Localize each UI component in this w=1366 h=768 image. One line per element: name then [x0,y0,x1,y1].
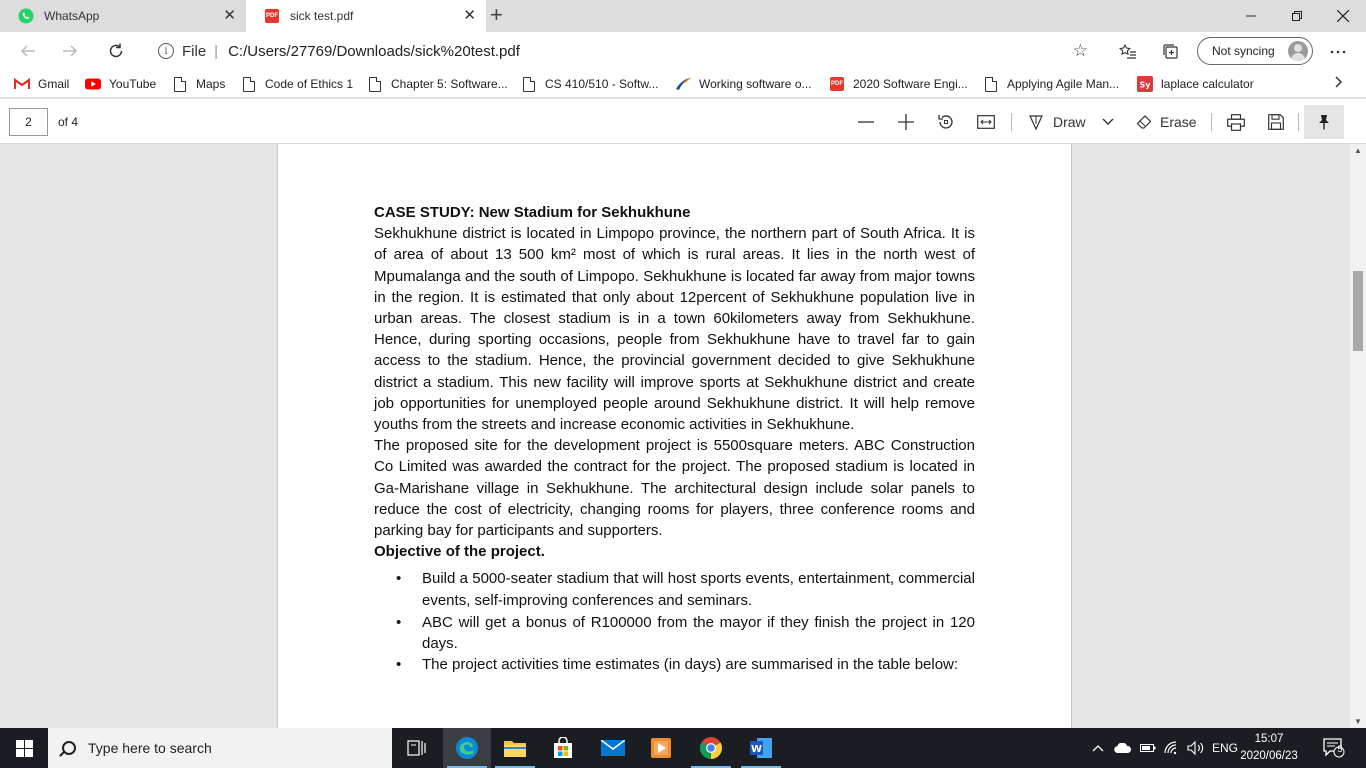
page-number-input[interactable]: 2 [9,108,48,136]
address-divider: | [214,42,219,60]
erase-button[interactable] [1136,111,1200,133]
show-hidden-icons-chevron[interactable] [1092,728,1104,768]
close-tab-icon[interactable]: ✕ [223,7,236,24]
url-text[interactable]: C:/Users/27769/Downloads/sick%20test.pdf [228,42,520,60]
task-view-button[interactable] [393,728,441,768]
pdf-icon: PDF [264,8,280,24]
favorite-maps[interactable] [172,75,225,93]
clock-time: 15:07 [1254,733,1284,745]
tab-title: sick test.pdf [290,9,354,23]
page-icon [172,76,188,92]
action-center-button[interactable] [1318,728,1350,768]
favorite-gmail[interactable] [14,75,69,93]
tab-whatsapp[interactable] [0,0,246,32]
svg-text:W: W [750,744,763,755]
favorite-label: CS 410/510 - Softw... [545,77,659,91]
toolbar-divider [1011,113,1012,131]
taskbar-word[interactable] [737,728,785,768]
erase-label: Erase [1160,114,1197,130]
taskbar-mail[interactable] [589,728,637,768]
back-button[interactable] [16,39,40,63]
eraser-icon [1136,114,1152,130]
collections-icon[interactable] [1160,41,1182,63]
favorite-label: 2020 Software Engi... [853,77,968,91]
back-arrow-icon [20,43,36,59]
favorite-youtube[interactable] [85,75,156,93]
word-icon [749,737,773,759]
list-item: • The project activities time estimates (in days) are summarised in the table below: [374,655,975,674]
avatar [1288,41,1308,61]
store-bag-icon [552,737,574,759]
pin-icon [1317,114,1331,130]
favorite-chapter-5[interactable] [367,75,508,93]
task-view-icon [407,740,427,756]
more-options-icon[interactable] [1327,41,1349,63]
mail-icon [601,740,625,756]
toolbar-divider [1298,113,1299,131]
favorite-2020-software-engineering[interactable] [829,75,968,93]
page-total-label: of 4 [58,115,79,129]
pin-toolbar-button[interactable] [1304,105,1344,139]
onedrive-icon[interactable] [1114,728,1132,768]
scroll-up-arrow-icon[interactable]: ▲ [1354,146,1362,155]
windows-taskbar [0,728,1366,768]
battery-icon[interactable] [1140,728,1156,768]
rotate-icon [937,113,955,131]
favorite-label: Gmail [38,77,70,91]
tab-sick-test-pdf[interactable] [246,0,486,32]
swoosh-icon [675,76,691,92]
list-item: • Build a 5000-seater stadium that will host sports events, entertainment, commercial events, self-improving conferences and seminars. [374,568,975,610]
browser-toolbar [0,32,1366,70]
favorite-label: YouTube [109,77,157,91]
search-icon [62,741,76,755]
profile-sync-button[interactable] [1197,37,1313,65]
whatsapp-icon [18,8,34,24]
favorite-label: Chapter 5: Software... [391,77,508,91]
taskbar-edge[interactable] [443,728,491,768]
windows-logo-icon [16,740,33,757]
notification-count-badge: 5 [1337,744,1343,754]
plus-icon [898,114,914,130]
favorite-label: Code of Ethics 1 [265,77,354,91]
draw-pen-icon [1028,114,1044,130]
youtube-icon [85,76,101,92]
minus-icon [858,121,874,123]
print-button[interactable] [1226,111,1246,133]
start-button[interactable] [0,728,48,768]
input-language-indicator[interactable]: ENG [1212,741,1239,755]
close-window-button[interactable] [1320,0,1366,32]
clock-date: 2020/06/23 [1240,750,1298,762]
paragraph-background: Sekhukhune district is located in Limpopo province, the northern part of South Africa. It is of area of about 13 500 km² most of which is rural areas. It lies in the north west of Mpumalanga and the south of Limpopo. Sekhukhune is located far away from major towns in the region. It is estimated that only about 12percent of Sekhukhune population live in urban areas. The closest stadium is in a town 60kilometers away from Sekhukhune. Hence, during sporting occasions, people from Sekhukhune have to travel far to gain access to the stadium. Hence, the provincial government decided to give Sekhukhune district a stadium. This new facility will improve sports at Sekhukhune district and create job opportunities for unemployed people around Sekhukhune district. It will help remove youths from the streets and increase economic activities in Sekhukhune. [374,225,975,434]
rotate-button[interactable] [936,111,956,133]
pdf-icon: PDF [829,76,845,92]
chevron-down-icon [1102,118,1114,126]
taskbar-file-explorer[interactable] [491,728,539,768]
vertical-scrollbar[interactable] [1350,144,1366,728]
favorites-bar [0,70,1366,98]
taskbar-chrome[interactable] [687,728,735,768]
paragraph-site: The proposed site for the development project is 5500square meters. ABC Construction Co Limited was awarded the contract for the project. The proposed stadium is located in Ga-Marishane village in Sekhukhune. The architectural design include solar panels to reduce the cost of electricity, changing rooms for players, three conference rooms and parking bay for participants and supporters. [374,437,975,540]
objective-list [374,568,975,674]
favorite-label: Working software o... [699,77,812,91]
wifi-icon[interactable] [1164,728,1180,768]
page-icon [367,76,383,92]
page-icon [521,76,537,92]
favorite-laplace-calculator[interactable] [1137,75,1254,93]
protocol-label: File [182,42,207,60]
volume-icon[interactable] [1187,728,1205,768]
favorites-icon[interactable] [1117,41,1139,63]
refresh-button[interactable] [104,39,128,63]
search-placeholder: Type here to search [88,740,212,756]
save-icon [1268,114,1284,130]
scrollbar-thumb[interactable] [1353,271,1363,351]
pdf-viewport[interactable] [0,144,1350,728]
taskbar-media-player[interactable] [637,728,685,768]
forward-button[interactable] [58,39,82,63]
page-icon [983,76,999,92]
close-tab-icon[interactable]: ✕ [463,7,476,24]
close-icon [1337,10,1349,22]
chevron-up-icon [1092,744,1104,752]
toolbar-divider [1211,113,1212,131]
pdf-page [277,144,1072,728]
favorite-applying-agile[interactable] [983,75,1119,93]
printer-icon [1227,114,1245,131]
fit-to-page-button[interactable] [976,111,996,133]
page-icon [241,76,257,92]
zoom-in-button[interactable] [896,111,916,133]
minimize-icon [1246,11,1256,21]
draw-button[interactable] [1028,111,1092,133]
edge-icon [455,736,479,760]
taskbar-store[interactable] [539,728,587,768]
symbolab-icon [1137,76,1153,92]
tab-strip [0,0,1366,32]
minimize-button[interactable] [1228,0,1274,32]
favorite-working-software[interactable] [675,75,812,93]
fit-page-icon [977,115,995,129]
favorite-label: laplace calculator [1161,77,1254,91]
favorite-label: Applying Agile Man... [1007,77,1120,91]
sync-status-label: Not syncing [1212,44,1275,58]
favorite-cs-410[interactable] [521,75,658,93]
media-player-icon [650,737,672,759]
favorite-label: Maps [196,77,226,91]
case-study-heading: CASE STUDY: New Stadium for Sekhukhune [374,204,691,221]
list-item: • ABC will get a bonus of R100000 from the mayor if they finish the project in 120 days. [374,612,975,654]
zoom-out-button[interactable] [856,111,876,133]
chrome-icon [699,736,723,760]
info-icon[interactable]: i [158,43,174,59]
draw-options-dropdown[interactable] [1100,111,1116,133]
favorite-code-of-ethics[interactable] [241,75,353,93]
restore-button[interactable] [1274,0,1320,32]
svg-text:Sy: Sy [1139,80,1151,90]
gmail-icon [14,76,30,92]
add-favorite-star-icon[interactable]: ☆ [1072,41,1088,60]
objective-heading: Objective of the project. [374,543,545,561]
restore-icon [1292,11,1302,21]
system-clock[interactable] [1236,731,1302,765]
forward-arrow-icon [62,43,78,59]
scroll-down-arrow-icon[interactable]: ▼ [1354,717,1362,726]
folder-icon [503,738,527,758]
refresh-icon [107,42,125,60]
address-bar[interactable] [146,35,1098,67]
tab-title: WhatsApp [44,9,100,23]
save-button[interactable] [1266,111,1286,133]
new-tab-button[interactable]: + [490,2,503,27]
draw-label: Draw [1053,114,1086,130]
pdf-toolbar [0,99,1366,144]
favorites-overflow-chevron-icon[interactable] [1334,76,1344,92]
taskbar-search-box[interactable] [48,728,392,768]
page-content [374,202,975,675]
